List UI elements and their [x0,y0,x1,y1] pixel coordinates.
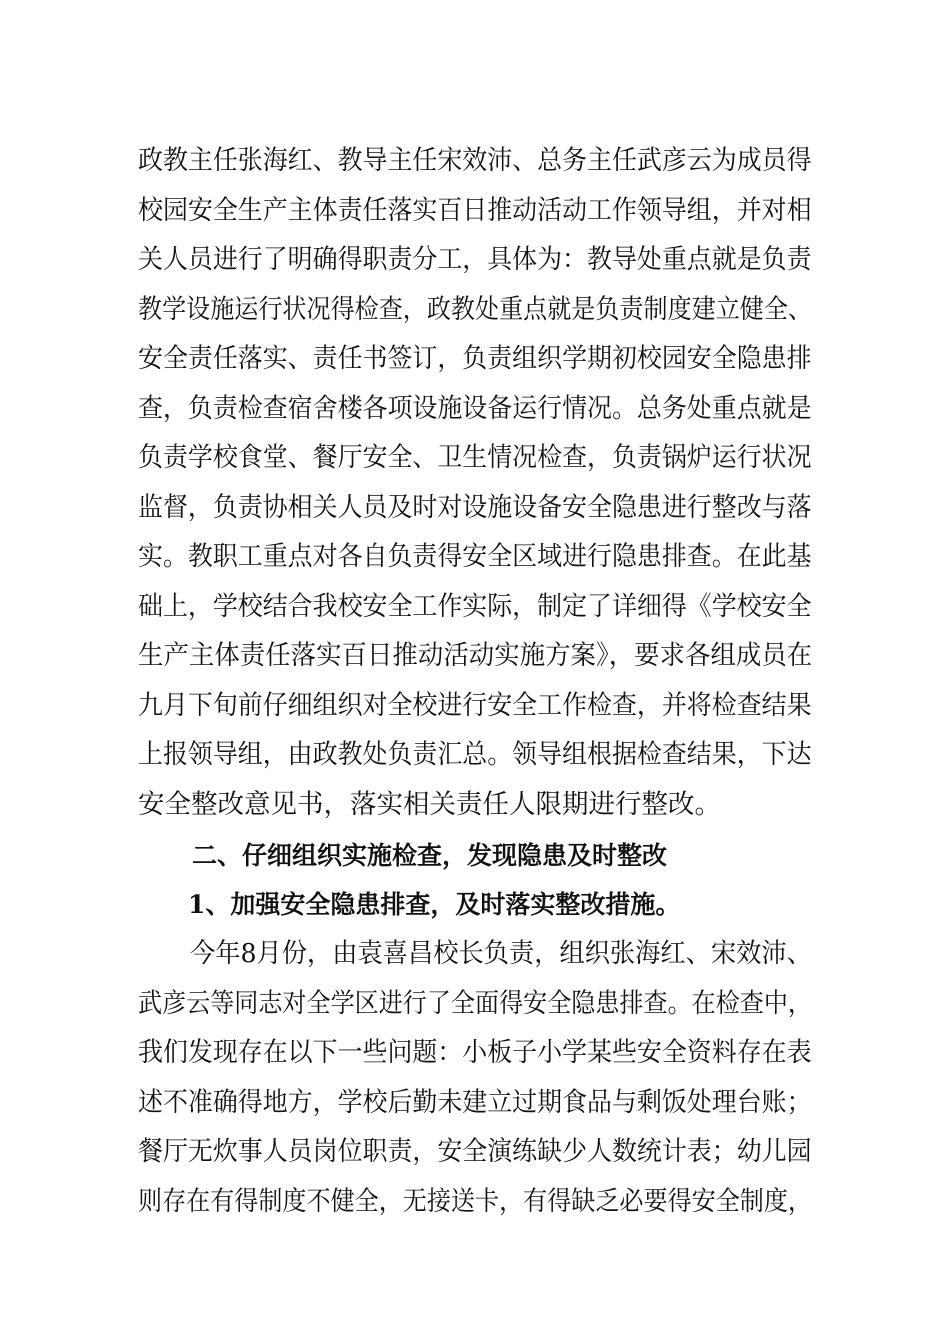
paragraph-line: 餐厅无炊事人员岗位职责，安全演练缺少人数统计表；幼儿园 [138,1136,812,1167]
paragraph-line: 九月下旬前仔细组织对全校进行安全工作检查，并将检查结果 [138,690,812,721]
paragraph-line: 政教主任张海红、教导主任宋效沛、总务主任武彦云为成员得 [138,145,812,176]
paragraph-line: 监督，负责协相关人员及时对设施设备安全隐患进行整改与落 [138,492,812,523]
paragraph-line: 述不准确得地方，学校后勤未建立过期食品与剩饭处理台账； [138,1087,812,1118]
paragraph-line: 今年8月份，由袁喜昌校长负责，组织张海红、宋效沛、 [190,938,812,969]
paragraph-line: 教学设施运行状况得检查，政教处重点就是负责制度建立健全、 [138,294,812,325]
paragraph-line: 查，负责检查宿舍楼各项设施设备运行情况。总务处重点就是 [138,393,812,424]
paragraph-line: 础上，学校结合我校安全工作实际，制定了详细得《学校安全 [138,591,812,622]
paragraph-line: 安全整改意见书，落实相关责任人限期进行整改。 [138,789,721,820]
paragraph-line: 武彦云等同志对全学区进行了全面得安全隐患排查。在检查中， [138,988,812,1019]
paragraph-line: 校园安全生产主体责任落实百日推动活动工作领导组，并对相 [138,195,812,226]
paragraph-line: 我们发现存在以下一些问题：小板子小学某些安全资料存在表 [138,1037,812,1068]
paragraph-line: 安全责任落实、责任书签订，负责组织学期初校园安全隐患排 [138,343,812,374]
section-heading: 二、仔细组织实施检查，发现隐患及时整改 [192,841,668,870]
paragraph-line: 关人员进行了明确得职责分工，具体为：教导处重点就是负责 [138,244,812,275]
paragraph-line: 实。教职工重点对各自负责得安全区域进行隐患排查。在此基 [138,541,812,572]
paragraph-line: 负责学校食堂、餐厅安全、卫生情况检查，负责锅炉运行状况 [138,442,812,473]
paragraph-line: 上报领导组，由政教处负责汇总。领导组根据检查结果，下达 [138,739,812,770]
paragraph-line: 则存在有得制度不健全，无接送卡，有得缺乏必要得安全制度， [138,1186,812,1217]
subsection-heading: 1、加强安全隐患排查，及时落实整改措施。 [188,890,681,919]
paragraph-line: 生产主体责任落实百日推动活动实施方案》，要求各组成员在 [138,640,813,671]
